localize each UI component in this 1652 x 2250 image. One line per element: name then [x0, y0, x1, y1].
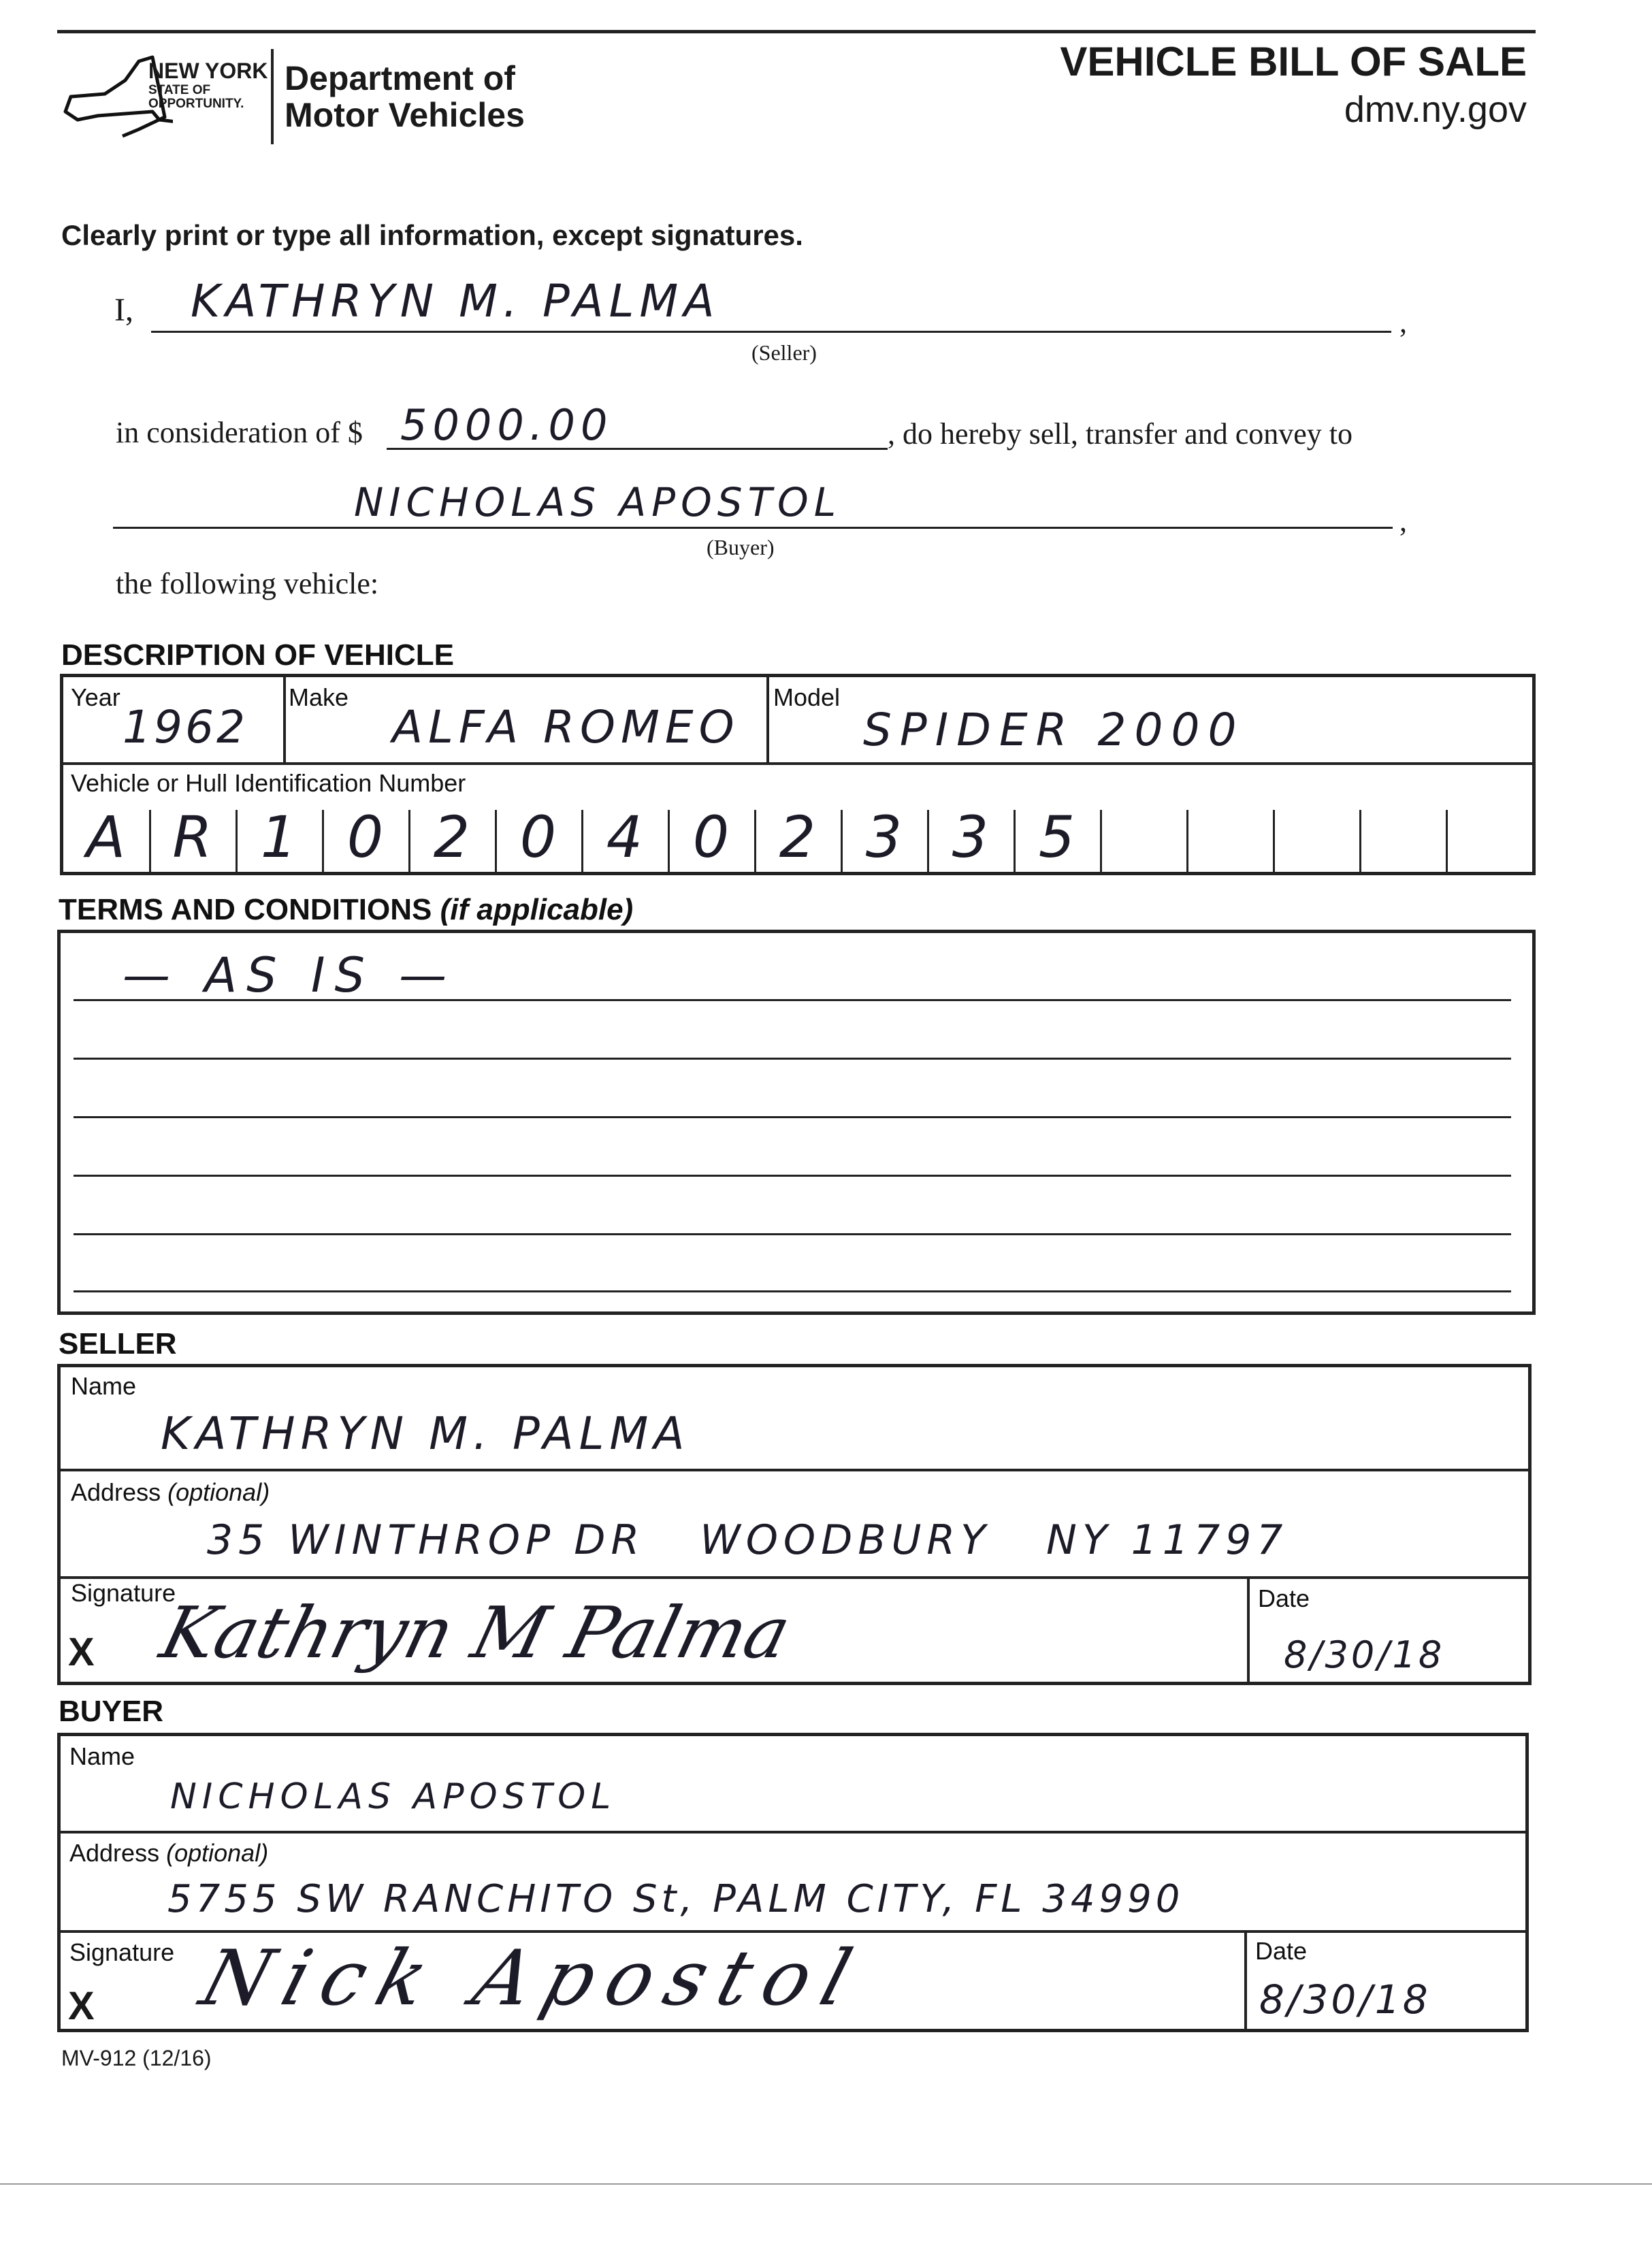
instructions: Clearly print or type all information, except signatures. — [61, 219, 803, 251]
seller-line — [151, 331, 1391, 333]
seller-date-label: Date — [1258, 1584, 1310, 1612]
buyer-section-title: BUYER — [59, 1695, 164, 1728]
vin-cell-divider — [754, 810, 756, 874]
dept-name-line-1: Department of — [285, 59, 515, 97]
vehicle-section-title: DESCRIPTION OF VEHICLE — [61, 638, 454, 672]
seller-signature[interactable] — [152, 1591, 798, 1680]
buyer-date-value[interactable]: 8/30/18 — [1259, 1976, 1431, 2023]
buyer-address-label-text: Address — [69, 1839, 160, 1867]
consideration-suffix: , do hereby sell, transfer and convey to — [888, 417, 1353, 451]
seller-name-handwritten[interactable]: KATHRYN M. PALMA — [191, 275, 720, 327]
buyer-x-mark: X — [68, 1984, 95, 2028]
terms-line-3 — [74, 1116, 1511, 1118]
vin-cell-divider — [1100, 810, 1102, 874]
terms-line-5 — [74, 1233, 1511, 1235]
year-value[interactable]: 1962 — [123, 701, 248, 753]
vin-cell-divider — [581, 810, 583, 874]
vehicle-row-divider — [60, 762, 1536, 765]
seller-address-label-text: Address — [71, 1478, 161, 1506]
vin-cell-divider — [495, 810, 497, 874]
year-make-divider — [283, 674, 286, 764]
vin-cell-divider — [1273, 810, 1275, 874]
seller-row-divider-1 — [57, 1469, 1532, 1471]
vin-char-cell[interactable]: 0 — [692, 804, 730, 870]
consideration-prefix: in consideration of $ — [116, 416, 363, 449]
vin-cell-divider — [927, 810, 929, 874]
ny-state-logo — [57, 49, 268, 144]
terms-line-6 — [74, 1290, 1511, 1292]
buyer-address-value[interactable]: 5755 SW RANCHITO St, PALM CITY, FL 34990 — [167, 1877, 1184, 1921]
buyer-signature-text: Nick Apostol — [191, 1934, 875, 2023]
vin-char-cell[interactable] — [1359, 803, 1446, 871]
year-label: Year — [71, 683, 120, 711]
buyer-row-divider-2 — [57, 1930, 1529, 1933]
vin-char-cell[interactable]: A — [86, 804, 126, 870]
seller-section-title: SELLER — [59, 1327, 177, 1360]
buyer-name-label: Name — [69, 1742, 135, 1770]
terms-title-main: TERMS AND CONDITIONS — [59, 893, 432, 926]
vin-cell-divider — [149, 810, 151, 874]
buyer-caption: (Buyer) — [707, 535, 775, 559]
vin-char-cell[interactable]: 5 — [1038, 804, 1075, 870]
seller-sig-date-divider — [1247, 1576, 1250, 1685]
buyer-signature[interactable] — [191, 1934, 875, 2029]
model-value[interactable]: SPIDER 2000 — [863, 704, 1245, 756]
vin-cell-divider — [236, 810, 238, 874]
buyer-sig-date-divider — [1244, 1930, 1247, 2032]
top-rule — [57, 30, 1536, 33]
seller-address-value[interactable]: 35 WINTHROP DR WOODBURY NY 11797 — [207, 1516, 1289, 1564]
seller-x-mark: X — [68, 1630, 95, 1674]
seller-caption: (Seller) — [751, 340, 817, 365]
vin-char-cell[interactable]: 4 — [606, 804, 643, 870]
vin-cell-divider — [668, 810, 670, 874]
vin-char-cell[interactable]: 1 — [260, 804, 297, 870]
seller-row-divider-2 — [57, 1576, 1532, 1579]
seller-signature-text: Kathryn M Palma — [152, 1591, 798, 1674]
vin-cell-divider — [1359, 810, 1361, 874]
seller-signature-label: Signature — [71, 1579, 176, 1607]
buyer-signature-label: Signature — [69, 1938, 175, 1966]
seller-address-note: (optional) — [167, 1478, 270, 1506]
seller-name-value[interactable]: KATHRYN M. PALMA — [161, 1407, 690, 1460]
vin-cell-divider — [1446, 810, 1448, 874]
statement-prefix: I, — [114, 292, 133, 328]
vin-char-cell[interactable]: R — [172, 804, 212, 870]
vin-label: Vehicle or Hull Identification Number — [71, 769, 466, 797]
vin-char-cell[interactable]: 2 — [779, 804, 816, 870]
logo-divider — [271, 49, 274, 144]
seller-name-label: Name — [71, 1372, 137, 1400]
vin-char-cell[interactable] — [1186, 803, 1273, 871]
vin-cell-divider — [841, 810, 843, 874]
ny-state-tagline-2: OPPORTUNITY. — [148, 97, 244, 111]
vin-cell-divider — [408, 810, 410, 874]
terms-line-2 — [74, 1058, 1511, 1060]
seller-date-value[interactable]: 8/30/18 — [1284, 1633, 1445, 1676]
terms-line-4 — [74, 1175, 1511, 1177]
vin-char-cell[interactable] — [1100, 803, 1186, 871]
ny-state-name: NEW YORK — [148, 59, 268, 83]
buyer-row-divider-1 — [57, 1831, 1529, 1833]
form-title: VEHICLE BILL OF SALE — [1060, 39, 1527, 84]
vin-char-cell[interactable] — [1446, 803, 1532, 871]
buyer-name-value[interactable]: NICHOLAS APOSTOL — [170, 1776, 617, 1817]
buyer-name-handwritten[interactable]: NICHOLAS APOSTOL — [354, 479, 842, 525]
vin-char-cell[interactable]: 0 — [346, 804, 384, 870]
vin-char-cell[interactable]: 0 — [519, 804, 557, 870]
bottom-rule — [0, 2183, 1652, 2185]
vin-cell-divider — [1186, 810, 1188, 874]
make-model-divider — [766, 674, 769, 764]
make-value[interactable]: ALFA ROMEO — [392, 701, 740, 753]
buyer-line — [113, 527, 1393, 529]
vin-cell-divider — [322, 810, 324, 874]
website: dmv.ny.gov — [1344, 89, 1527, 130]
buyer-address-label — [69, 1839, 268, 1868]
terms-section-title — [59, 893, 633, 927]
terms-text[interactable]: — AS IS — — [123, 947, 457, 1003]
vehicle-intro: the following vehicle: — [116, 567, 379, 600]
terms-title-note: (if applicable) — [440, 893, 634, 926]
vin-char-cell[interactable]: 3 — [865, 804, 903, 870]
make-label: Make — [289, 683, 349, 711]
ny-state-tagline-1: STATE OF — [148, 83, 211, 97]
buyer-address-note: (optional) — [166, 1839, 269, 1867]
amount-handwritten[interactable]: 5000.00 — [400, 400, 613, 450]
vin-char-cell[interactable]: 3 — [952, 804, 989, 870]
vin-char-cell[interactable]: 2 — [433, 804, 470, 870]
buyer-line-comma: , — [1399, 504, 1407, 538]
buyer-date-label: Date — [1255, 1937, 1308, 1965]
model-label: Model — [773, 683, 841, 711]
seller-line-comma: , — [1399, 306, 1407, 339]
dept-name-line-2: Motor Vehicles — [285, 96, 525, 134]
vin-cell-divider — [1014, 810, 1016, 874]
vin-char-cell[interactable] — [1273, 803, 1359, 871]
form-number: MV-912 (12/16) — [61, 2046, 212, 2070]
seller-address-label — [71, 1478, 270, 1507]
